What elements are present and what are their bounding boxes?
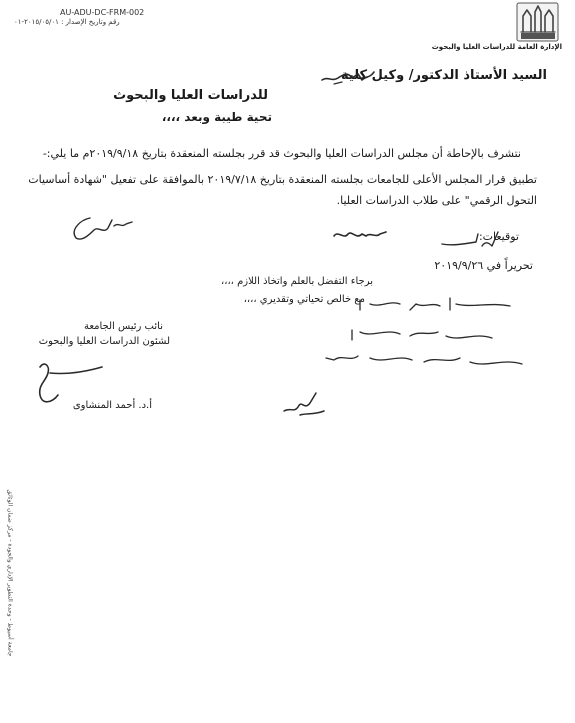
form-code: AU-ADU-DC-FRM-002 xyxy=(60,8,145,17)
salutation-line-2: للدراسات العليا والبحوث xyxy=(113,88,268,103)
greeting: تحية طيبة وبعد ،،،، xyxy=(161,110,272,124)
body-paragraph-2: تطبيق قرار المجلس الأعلى للجامعات بجلسته المنعقدة بتاريخ ٢٠١٩/٧/١٨ بالموافقة على تفعيل "شهادة أساسيات التحول الرقمي" على طلاب الدراسات العليا. xyxy=(28,173,537,207)
regards-line: مع خالص تحياتي وتقديري ،،،، xyxy=(243,294,365,305)
handwritten-signature-1 xyxy=(60,208,140,252)
signatures-label: توقيعات: xyxy=(478,230,519,243)
handwritten-note xyxy=(260,292,530,396)
signatory-title-line-1: نائب رئيس الجامعة xyxy=(83,321,163,332)
signatory-title-line-2: لشئون الدراسات العليا والبحوث xyxy=(38,336,170,347)
handwritten-signature-3 xyxy=(440,228,510,258)
body-paragraph-1: نتشرف بالإحاطة أن مجلس الدراسات العليا والبحوث قد قرر بجلسته المنعقدة بتاريخ ٢٠١٩/٩/١٨م ما يلي:- xyxy=(42,147,521,160)
salutation-line: السيد الأستاذ الدكتور/ وكيل كلية xyxy=(341,68,547,83)
handwritten-initials xyxy=(280,385,330,425)
university-logo xyxy=(515,2,560,42)
request-line: برجاء التفضل بالعلم واتخاذ اللازم ،،،، xyxy=(220,276,373,287)
handwritten-faculty-name xyxy=(318,64,378,92)
vertical-margin-text: جامعة أسيوط - وحدة التطوير الإداري والجودة - مركز ضمان الوثائق xyxy=(6,489,14,657)
issue-number-date: رقم وتاريخ الإصدار : ٢٠١٥/٠٥/٠١-٠١ xyxy=(14,18,120,26)
handwritten-signature-2 xyxy=(330,222,390,250)
date-line: تحريراً في ٢٠١٩/٩/٢٦ xyxy=(434,259,533,272)
department-name: الإدارة العامة للدراسات العليا والبحوث xyxy=(431,43,562,51)
signatory-name: أ.د. أحمد المنشاوى xyxy=(72,400,152,411)
